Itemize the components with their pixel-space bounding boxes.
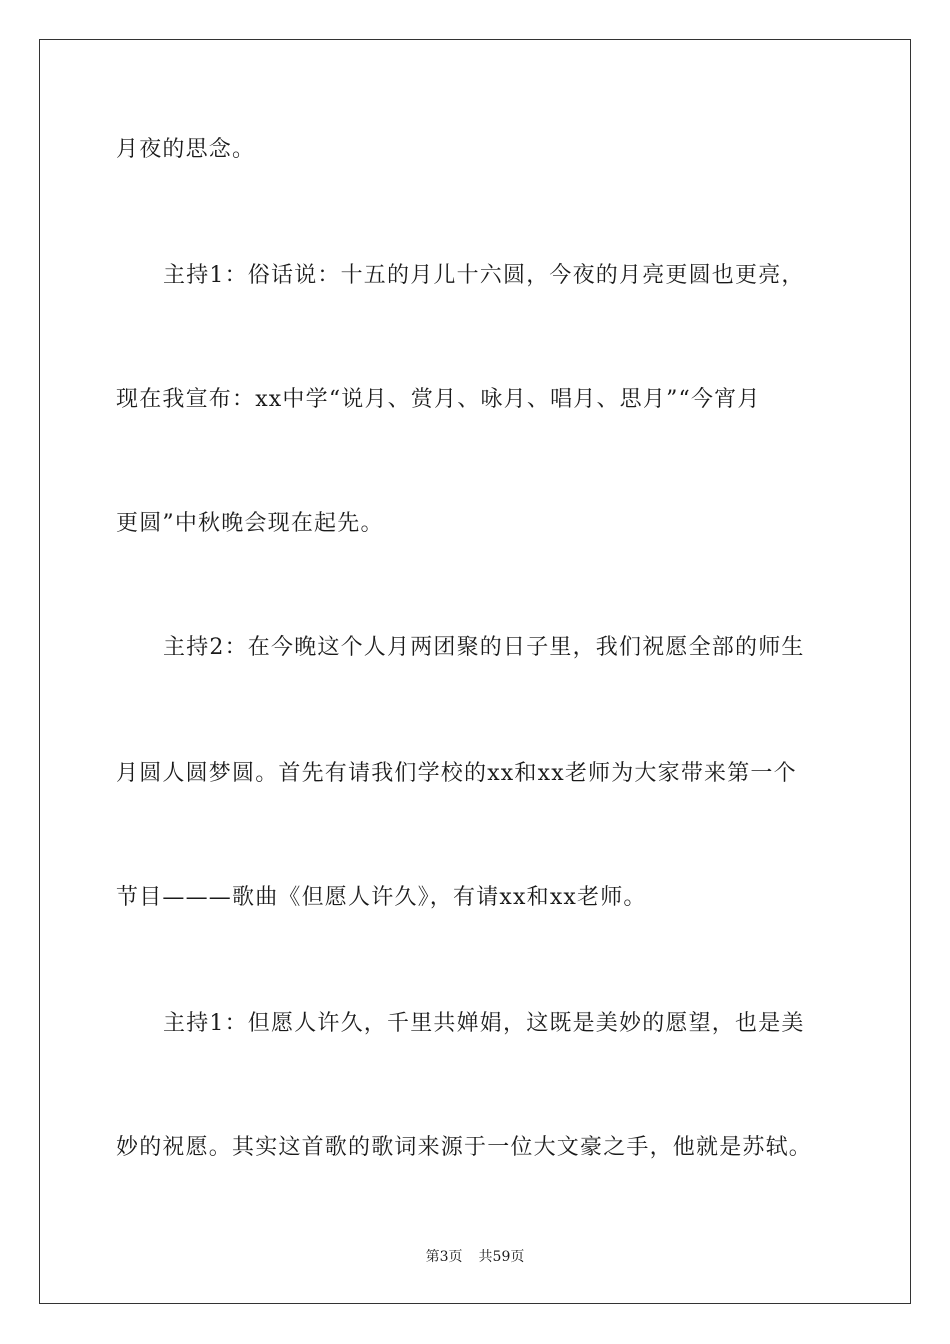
page-total: 共59页: [478, 1249, 525, 1265]
text-line-5: 主持2：在今晚这个人月两团聚的日子里，我们祝愿全部的师生: [163, 635, 805, 660]
text-line-6: 月圆人圆梦圆。首先有请我们学校的xx和xx老师为大家带来第一个: [116, 761, 797, 786]
text-line-3: 现在我宣布：xx中学“说月、赏月、咏月、唱月、思月”“今宵月: [116, 387, 761, 412]
text-line-2: 主持1：俗话说：十五的月儿十六圆，今夜的月亮更圆也更亮，: [163, 263, 805, 288]
page-footer: [0, 1248, 950, 1266]
page-border: [39, 39, 911, 1304]
text-line-7: 节目———歌曲《但愿人许久》，有请xx和xx老师。: [116, 885, 647, 910]
text-line-9: 妙的祝愿。其实这首歌的歌词来源于一位大文豪之手，他就是苏轼。: [116, 1135, 813, 1160]
text-line-8: 主持1：但愿人许久，千里共婵娟，这既是美妙的愿望，也是美: [163, 1011, 805, 1036]
text-line-4: 更圆”中秋晚会现在起先。: [116, 511, 384, 536]
page-number: 第3页: [425, 1249, 463, 1265]
text-line-1: 月夜的思念。: [116, 137, 256, 162]
